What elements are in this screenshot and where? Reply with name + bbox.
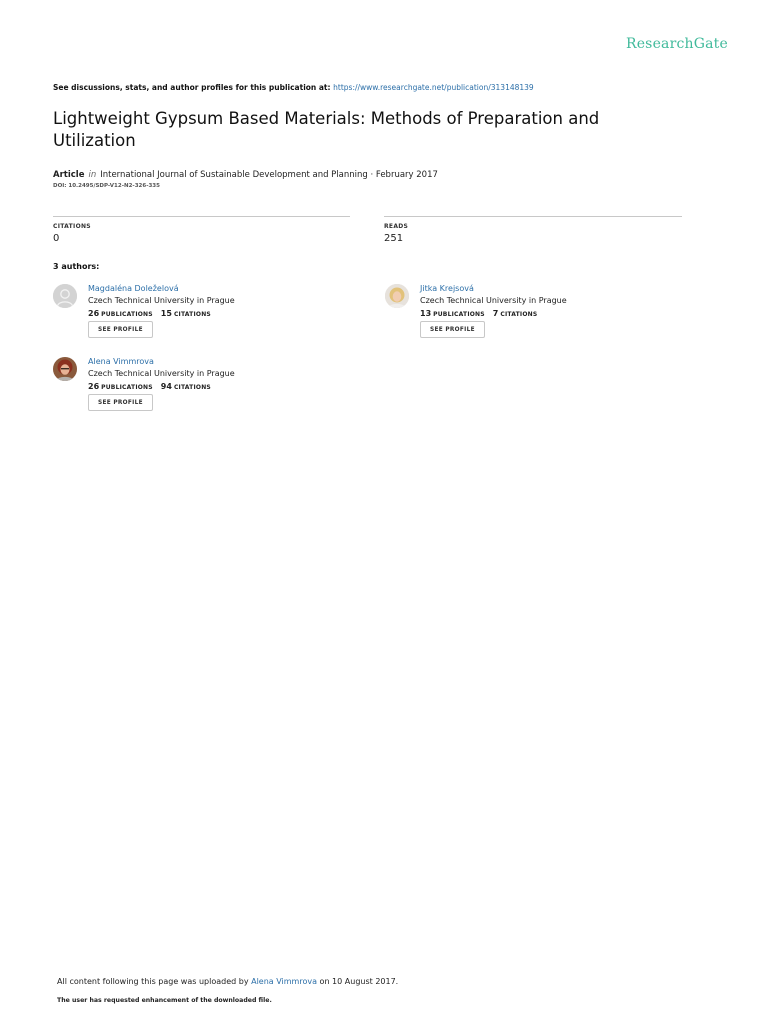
author-photo-avatar[interactable] [385, 284, 409, 308]
publications-count: 13 [420, 309, 432, 318]
citations-value: 0 [53, 233, 60, 244]
author-card [385, 284, 685, 344]
publications-label: PUBLICATIONS [433, 311, 485, 318]
author-name-link[interactable]: Magdaléna Doleželová [88, 284, 179, 293]
researchgate-logo[interactable]: ResearchGate [625, 36, 728, 52]
publication-title: Lightweight Gypsum Based Materials: Methods of Preparation and Utilization [53, 109, 600, 150]
doi: DOI: 10.2495/SDP-V12-N2-326-335 [53, 183, 160, 189]
author-photo-avatar[interactable] [53, 357, 77, 381]
publication-meta [53, 170, 438, 180]
publication-url-link[interactable]: https://www.researchgate.net/publication/313148139 [333, 83, 534, 92]
author-card [53, 357, 353, 417]
author-institution: Czech Technical University in Prague [420, 296, 567, 305]
uploader-link[interactable]: Alena Vimmrova [251, 977, 317, 986]
citations-stat [53, 216, 350, 244]
citations-count: 7 [492, 309, 499, 318]
reads-stat [384, 216, 682, 244]
see-profile-button[interactable]: SEE PROFILE [420, 321, 485, 338]
in-word: in [88, 170, 97, 180]
placeholder-avatar-icon[interactable] [53, 284, 77, 308]
enhancement-note: The user has requested enhancement of the downloaded file. [57, 997, 272, 1004]
citations-label: CITATIONS [173, 384, 211, 391]
reads-value: 251 [384, 233, 404, 244]
publications-count: 26 [88, 309, 100, 318]
publication-type: Article [53, 170, 85, 180]
author-name-link[interactable]: Jitka Krejsová [420, 284, 474, 293]
publications-count: 26 [88, 382, 100, 391]
upload-suffix: on 10 August 2017. [317, 977, 399, 986]
author-stats [88, 382, 219, 391]
publications-label: PUBLICATIONS [101, 311, 153, 318]
citations-label: CITATIONS [173, 311, 211, 318]
upload-info [57, 977, 398, 986]
upload-prefix: All content following this page was uploaded by [57, 977, 252, 986]
reads-label: READS [384, 223, 409, 230]
author-stats [88, 309, 219, 318]
see-profile-button[interactable]: SEE PROFILE [88, 321, 153, 338]
author-institution: Czech Technical University in Prague [88, 369, 235, 378]
see-profile-button[interactable]: SEE PROFILE [88, 394, 153, 411]
citations-count: 15 [160, 309, 172, 318]
discussion-line [53, 83, 534, 92]
citations-label: CITATIONS [53, 223, 91, 230]
discussion-prefix: See discussions, stats, and author profiles for this publication at: [53, 83, 334, 92]
author-card [53, 284, 353, 344]
publications-label: PUBLICATIONS [101, 384, 153, 391]
author-institution: Czech Technical University in Prague [88, 296, 235, 305]
citations-count: 94 [160, 382, 172, 391]
author-stats [420, 309, 545, 318]
authors-heading: 3 authors: [53, 262, 100, 271]
citations-label: CITATIONS [500, 311, 538, 318]
author-name-link[interactable]: Alena Vimmrova [88, 357, 154, 366]
journal-and-date: International Journal of Sustainable Development and Planning · February 2017 [100, 170, 438, 180]
